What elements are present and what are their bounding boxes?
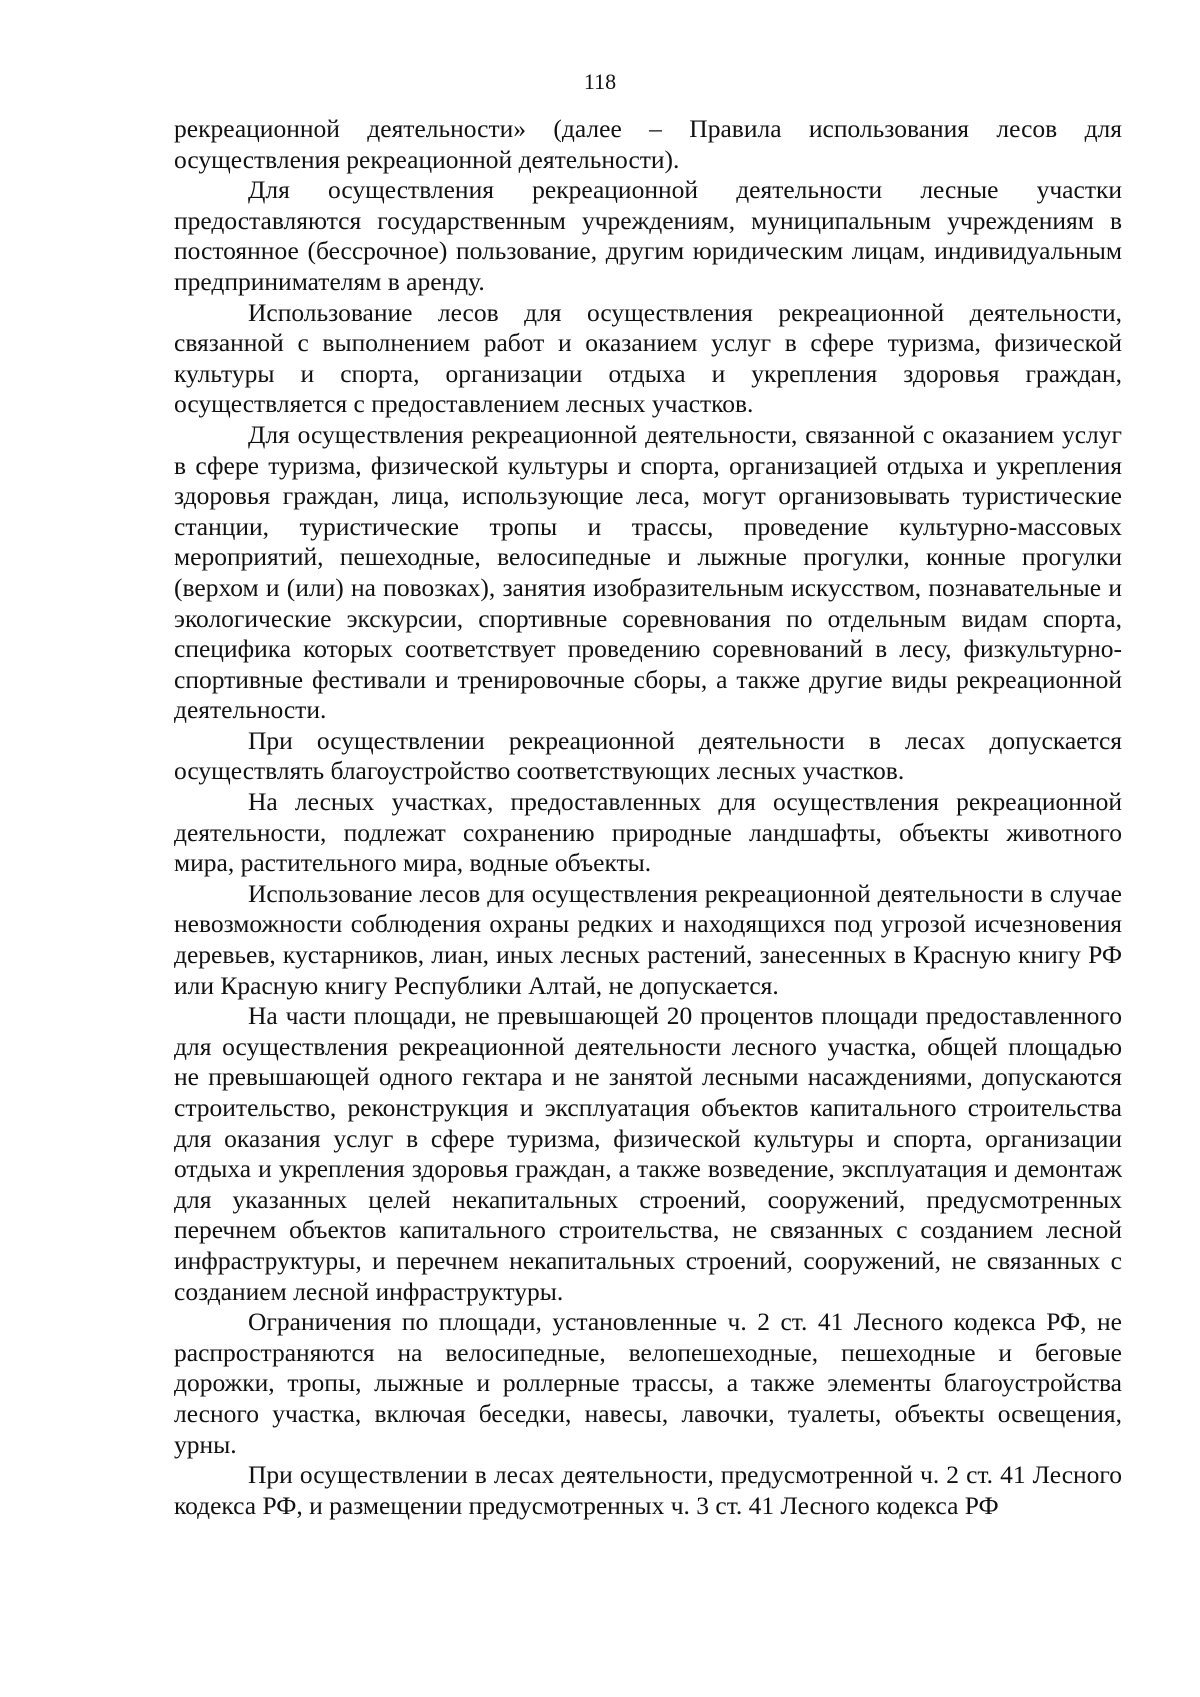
paragraph: Использование лесов для осуществления рекреационной деятельности в случае невозможности соблюдения охраны редких и находящихся под угрозой исчезновения деревьев, кустарников, лиан, иных лесных растений, занесенных в Красную книгу РФ или Красную книгу Республики Алтай, не допускается.	[174, 878, 1122, 1000]
paragraph: При осуществлении рекреационной деятельности в лесах допускается осуществлять благоустройство соответствующих лесных участков.	[174, 725, 1122, 786]
paragraph: На части площади, не превышающей 20 процентов площади предоставленного для осуществления рекреационной деятельности лесного участка, общей площадью не превышающей одного гектара и не занятой лесными насаждениями, допускаются строительство, реконструкция и эксплуатация объектов капитального строительства для оказания услуг в сфере туризма, физической культуры и спорта, организации отдыха и укрепления здоровья граждан, а также возведение, эксплуатация и демонтаж для указанных целей некапитальных строений, сооружений, предусмотренных перечнем объектов капитального строительства, не связанных с созданием лесной инфраструктуры, и перечнем некапитальных строений, сооружений, не связанных с созданием лесной инфраструктуры.	[174, 1001, 1122, 1306]
page-number: 118	[583, 69, 617, 94]
paragraph: Для осуществления рекреационной деятельности, связанной с оказанием услуг в сфере туризма, физической культуры и спорта, организацией отдыха и укрепления здоровья граждан, лица, использующие леса, могут организовывать туристические станции, туристические тропы и трассы, проведение культурно-массовых мероприятий, пешеходные, велосипедные и лыжные прогулки, конные прогулки (верхом и (или) на повозках), занятия изобразительным искусством, познавательные и экологические экскурсии, спортивные соревнования по отдельным видам спорта, специфика которых соответствует проведению соревнований в лесу, физкультурно-спортивные фестивали и тренировочные сборы, а также другие виды рекреационной деятельности.	[174, 419, 1122, 725]
paragraph: Ограничения по площади, установленные ч. 2 ст. 41 Лесного кодекса РФ, не распространяются на велосипедные, велопешеходные, пешеходные и беговые дорожки, тропы, лыжные и роллерные трассы, а также элементы благоустройства лесного участка, включая беседки, навесы, лавочки, туалеты, объекты освещения, урны.	[174, 1307, 1122, 1459]
paragraph: Использование лесов для осуществления рекреационной деятельности, связанной с выполнением работ и оказанием услуг в сфере туризма, физической культуры и спорта, организации отдыха и укрепления здоровья граждан, осуществляется с предоставлением лесных участков.	[174, 297, 1122, 419]
paragraph: На лесных участках, предоставленных для осуществления рекреационной деятельности, подлежат сохранению природные ландшафты, объекты животного мира, растительного мира, водные объекты.	[174, 787, 1122, 878]
paragraph-final: При осуществлении в лесах деятельности, предусмотренной ч. 2 ст. 41 Лесного кодекса РФ, и размещении предусмотренных ч. 3 ст. 41 Лесного кодекса РФ	[174, 1460, 1122, 1520]
paragraph: Для осуществления рекреационной деятельности лесные участки предоставляются государственным учреждениям, муниципальным учреждениям в постоянное (бессрочное) пользование, другим юридическим лицам, индивидуальным предпринимателям в аренду.	[174, 175, 1122, 296]
paragraph-continuation: рекреационной деятельности» (далее – Правила использования лесов для осуществления рекреационной деятельности).	[174, 114, 1122, 174]
document-body	[174, 114, 1122, 1521]
